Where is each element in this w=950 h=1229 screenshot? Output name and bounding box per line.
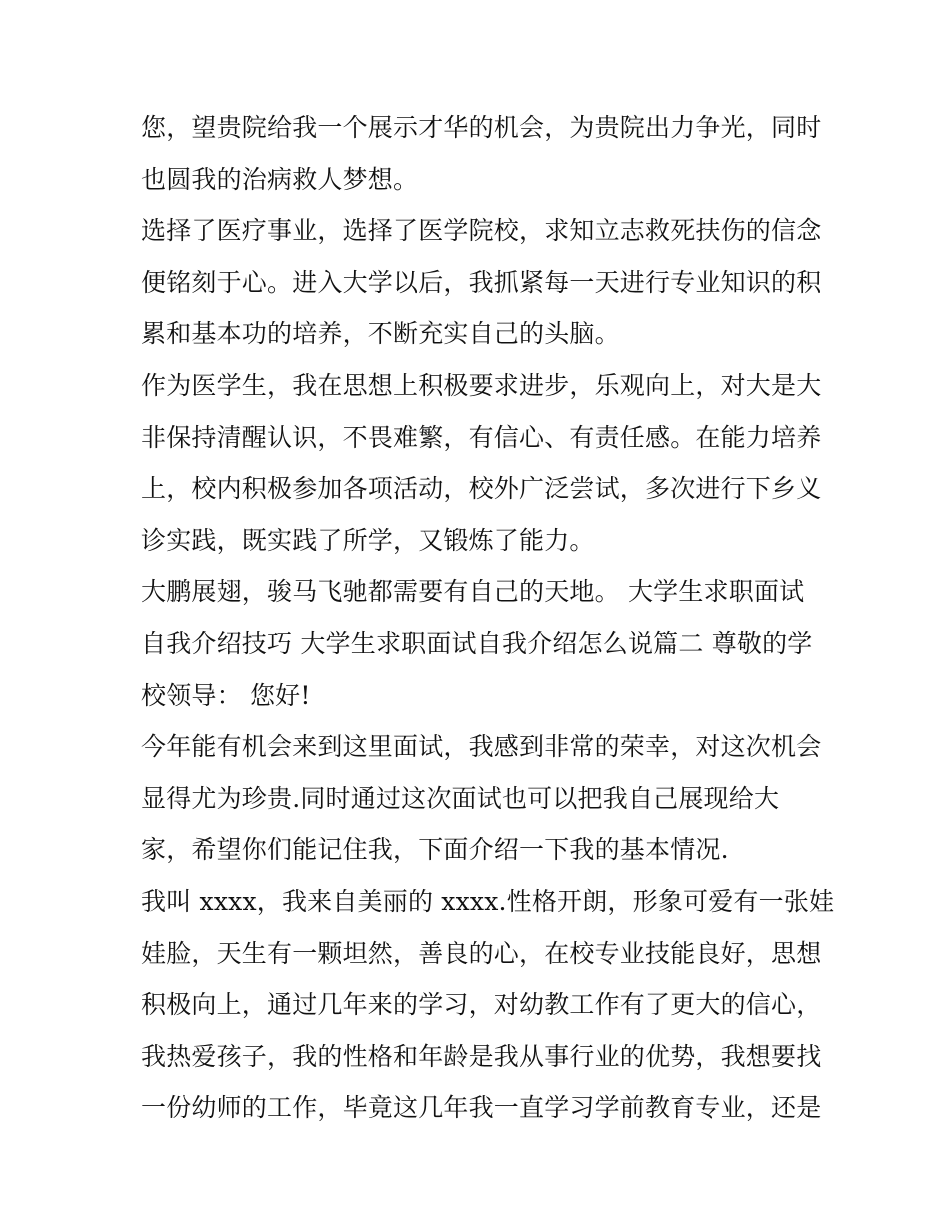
text-line: 积极向上，通过几年来的学习，对幼教工作有了更大的信心， [141,990,822,1020]
text-line: 作为医学生，我在思想上积极要求进步，乐观向上，对大是大 [141,370,822,400]
text-line: 便铭刻于心。进入大学以后，我抓紧每一天进行专业知识的积 [141,267,822,297]
text-line: 家，希望你们能记住我，下面介绍一下我的基本情况. [141,835,729,865]
text-line: 上，校内积极参加各项活动，校外广泛尝试，多次进行下乡义 [141,474,822,504]
text-line: 诊实践，既实践了所学，又锻炼了能力。 [141,525,595,555]
text-line: 我叫 xxxx，我来自美丽的 xxxx.性格开朗，形象可爱有一张娃 [141,886,835,916]
text-line: 自我介绍技巧 大学生求职面试自我介绍怎么说篇二 尊敬的学 [141,628,813,658]
text-line: 也圆我的治病救人梦想。 [141,164,419,194]
text-line: 显得尤为珍贵.同时通过这次面试也可以把我自己展现给大 [141,783,780,813]
text-line: 一份幼师的工作，毕竟这几年我一直学习学前教育专业，还是 [141,1093,822,1123]
text-line: 累和基本功的培养，不断充实自己的头脑。 [141,319,620,349]
document-body [141,108,835,1140]
text-line: 我热爱孩子，我的性格和年龄是我从事行业的优势，我想要找 [141,1041,822,1071]
text-line: 今年能有机会来到这里面试，我感到非常的荣幸，对这次机会 [141,732,822,762]
text-line: 娃脸，天生有一颗坦然，善良的心，在校专业技能良好，思想 [141,938,822,968]
text-line: 非保持清醒认识，不畏难繁，有信心、有责任感。在能力培养 [141,422,822,452]
text-line: 大鹏展翅，骏马飞驰都需要有自己的天地。 大学生求职面试 [141,577,805,607]
text-line: 校领导： 您好! [141,680,311,710]
text-line: 您，望贵院给我一个展示才华的机会，为贵院出力争光，同时 [141,113,822,142]
text-line: 选择了医疗事业，选择了医学院校，求知立志救死扶伤的信念 [141,216,822,246]
